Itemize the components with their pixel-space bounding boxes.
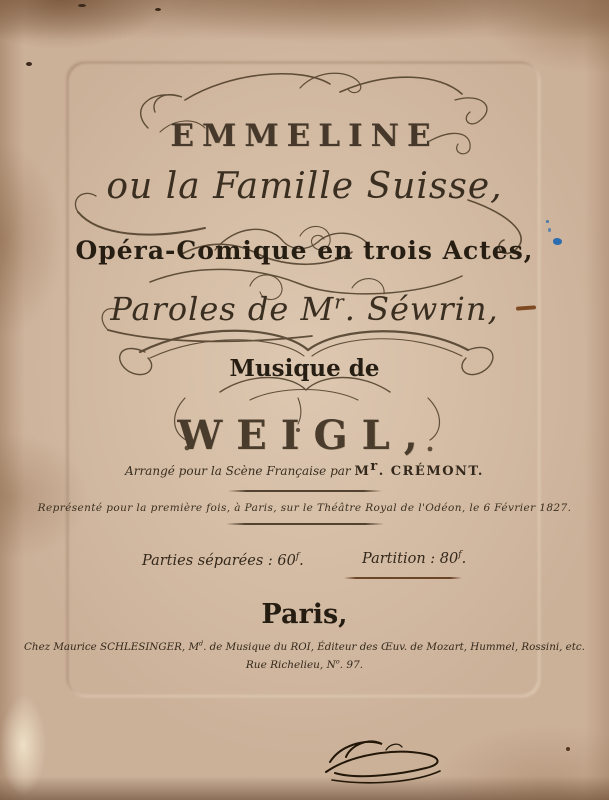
librettist-line: [110, 290, 498, 328]
price-score-underline: [344, 577, 462, 579]
address-superscript: o: [335, 657, 340, 666]
handwritten-signature: [322, 728, 457, 790]
arranger-name: . CRÉMONT.: [378, 464, 484, 479]
premiere-line: Représenté pour la première fois, à Paris, sur le Théâtre Royal de l'Odéon, le 6 Février 1827.: [37, 502, 572, 514]
librettist-text-post: . Séwrin,: [344, 290, 499, 328]
price-parts-label: Parties séparées : 60: [142, 553, 296, 569]
price-parts: [142, 553, 304, 569]
publisher-text-pre: Chez Maurice SCHLESINGER, M: [24, 641, 200, 653]
price-parts-dot: .: [299, 553, 304, 569]
paper-speck-1: [26, 62, 32, 66]
opera-subtitle: ou la Famille Suisse,: [106, 166, 503, 207]
address-line: [246, 659, 363, 671]
publisher-superscript: d: [199, 639, 204, 648]
music-label: Musique de: [229, 355, 380, 382]
paper-speck-3: [155, 8, 161, 11]
composer-name: WEIGL,: [177, 412, 432, 459]
price-parts-unit: f: [295, 552, 300, 563]
blue-ink-dot-1: [546, 220, 549, 223]
arranger-text: Arrangé pour la Scène Française par: [125, 464, 355, 478]
paper-speck-2: [78, 4, 86, 7]
publisher-line: [24, 641, 585, 653]
arranger-name-m: M: [354, 464, 371, 479]
librettist-text-pre: Paroles de M: [110, 290, 335, 328]
publisher-text-post: . de Musique du ROI, Éditeur des Œuv. de Mozart, Hummel, Rossini, etc.: [203, 641, 585, 653]
blue-ink-spot: [553, 238, 562, 245]
price-score: [362, 551, 466, 567]
city-line: Paris,: [261, 599, 348, 630]
arranger-line: [125, 459, 484, 479]
divider-rule-top: [228, 490, 382, 492]
librettist-superscript: r: [334, 290, 345, 314]
arranger-superscript: r: [370, 459, 379, 474]
address-text-post: . 97.: [339, 659, 364, 671]
price-score-dot: .: [461, 551, 467, 567]
genre-line: Opéra-Comique en trois Actes,: [75, 236, 534, 265]
blue-ink-dot-2: [548, 228, 551, 232]
price-score-unit: f: [458, 550, 462, 561]
divider-rule-bottom: [226, 523, 384, 525]
opera-title: EMMELINE: [170, 118, 439, 154]
price-score-label: Partition : 80: [362, 551, 459, 567]
address-text-pre: Rue Richelieu, N: [245, 659, 336, 671]
paper-tear-light-patch: [0, 695, 46, 795]
paper-speck-4: [566, 747, 570, 751]
